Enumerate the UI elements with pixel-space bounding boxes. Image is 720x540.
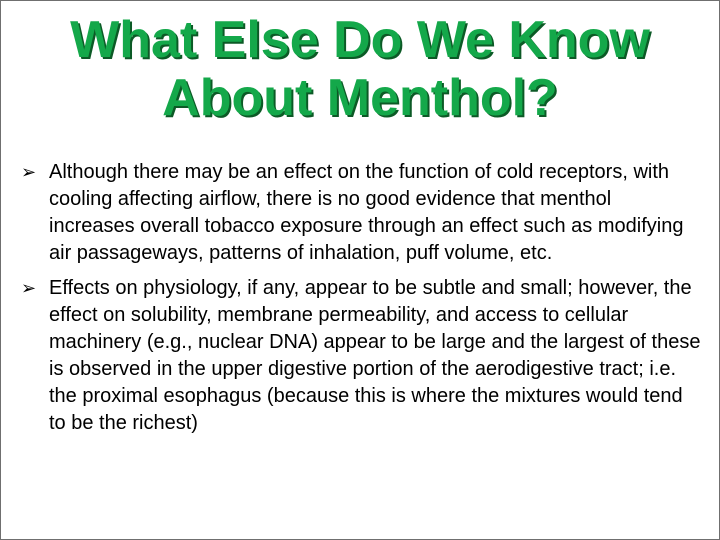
bullet-item bbox=[21, 159, 701, 267]
arrow-bullet-icon: ➢ bbox=[21, 278, 37, 298]
bullet-text: Although there may be an effect on the function of cold receptors, with cooling affecting airflow, there is no good evidence that menthol increases overall tobacco exposure through an effect such as modifying air passageways, patterns of inhalation, puff volume, etc. bbox=[49, 161, 684, 264]
slide-title bbox=[1, 11, 719, 127]
arrow-bullet-icon: ➢ bbox=[21, 162, 37, 182]
bullet-item bbox=[21, 275, 701, 437]
title-line-1: What Else Do We Know bbox=[70, 11, 650, 69]
title-line-2: About Menthol? bbox=[162, 69, 558, 127]
bullet-list bbox=[21, 159, 701, 445]
bullet-text: Effects on physiology, if any, appear to be subtle and small; however, the effect on solubility, membrane permeability, and access to cellular machinery (e.g., nuclear DNA) appear to be large and the largest of these is observed in the upper digestive portion of the aerodigestive tract; i.e. the proximal esophagus (because this is where the mixtures would tend to be the richest) bbox=[49, 277, 701, 434]
